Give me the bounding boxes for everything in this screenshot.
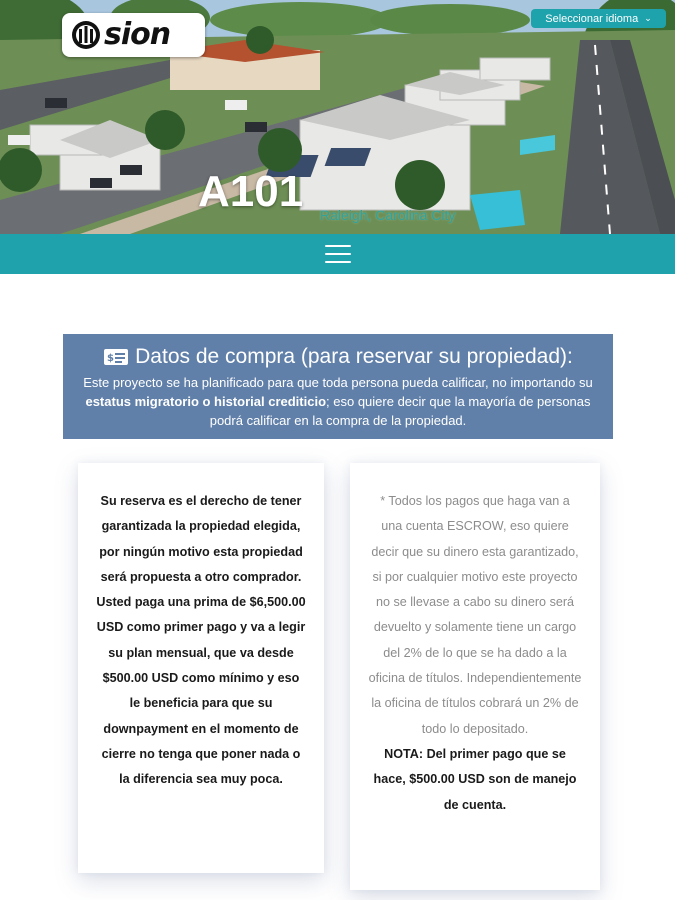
- reservation-text: Su reserva es el derecho de tener garantizada la propiedad elegida, por ningún motivo esta propiedad será propuesta a otro comprador. Usted paga una prima de $6,500.00 USD como primer pago y va a legir su plan mensual, que va desde $500.00 USD como mínimo y eso le beneficia para que su downpayment en el momento de cierre no tenga que poner nada o la diferencia sea muy poca.: [96, 494, 306, 787]
- hamburger-menu-icon[interactable]: [325, 245, 351, 263]
- reservation-info-card: [78, 463, 324, 873]
- banner-title: Datos de compra (para reservar su propiedad):: [135, 345, 573, 368]
- property-location: Raleigh, Carolina City: [320, 207, 456, 223]
- sion-logo-mark-icon: [70, 19, 102, 51]
- banner-emphasis: estatus migratorio o historial crediticio: [85, 394, 327, 410]
- escrow-note: NOTA: Del primer pago que se hace, $500.00 USD son de manejo de cuenta.: [373, 746, 577, 812]
- escrow-info-card: [350, 463, 600, 890]
- property-title: A101: [198, 167, 304, 216]
- credit-card-icon: [103, 348, 129, 366]
- purchase-info-banner: [63, 334, 613, 439]
- logo-text: sion: [104, 17, 171, 52]
- language-select-label: Seleccionar idioma: [545, 12, 639, 25]
- chevron-down-icon: ⌄: [644, 13, 652, 23]
- nav-bar: [0, 234, 675, 274]
- hero-banner: [0, 0, 675, 234]
- language-select-button[interactable]: [531, 9, 666, 28]
- svg-text:$: $: [107, 353, 115, 365]
- banner-description: Este proyecto se ha planificado para que toda persona pueda calificar, no importando su estatus migratorio o historial crediticio; eso quiere decir que la mayoría de personas podrá calificar en la compra de la propiedad.: [83, 375, 593, 429]
- banner-heading: [63, 345, 613, 369]
- escrow-text: * Todos los pagos que haga van a una cuenta ESCROW, eso quiere decir que su dinero esta garantizado, si por cualquier motivo este proyecto no se llevase a cabo su dinero será devuelto y solamente tiene un cargo del 2% de lo que se ha dado a la oficina de títulos. Independientemente la oficina de títulos cobrará un 2% de todo lo depositado.: [368, 494, 582, 736]
- sion-logo[interactable]: [62, 13, 205, 57]
